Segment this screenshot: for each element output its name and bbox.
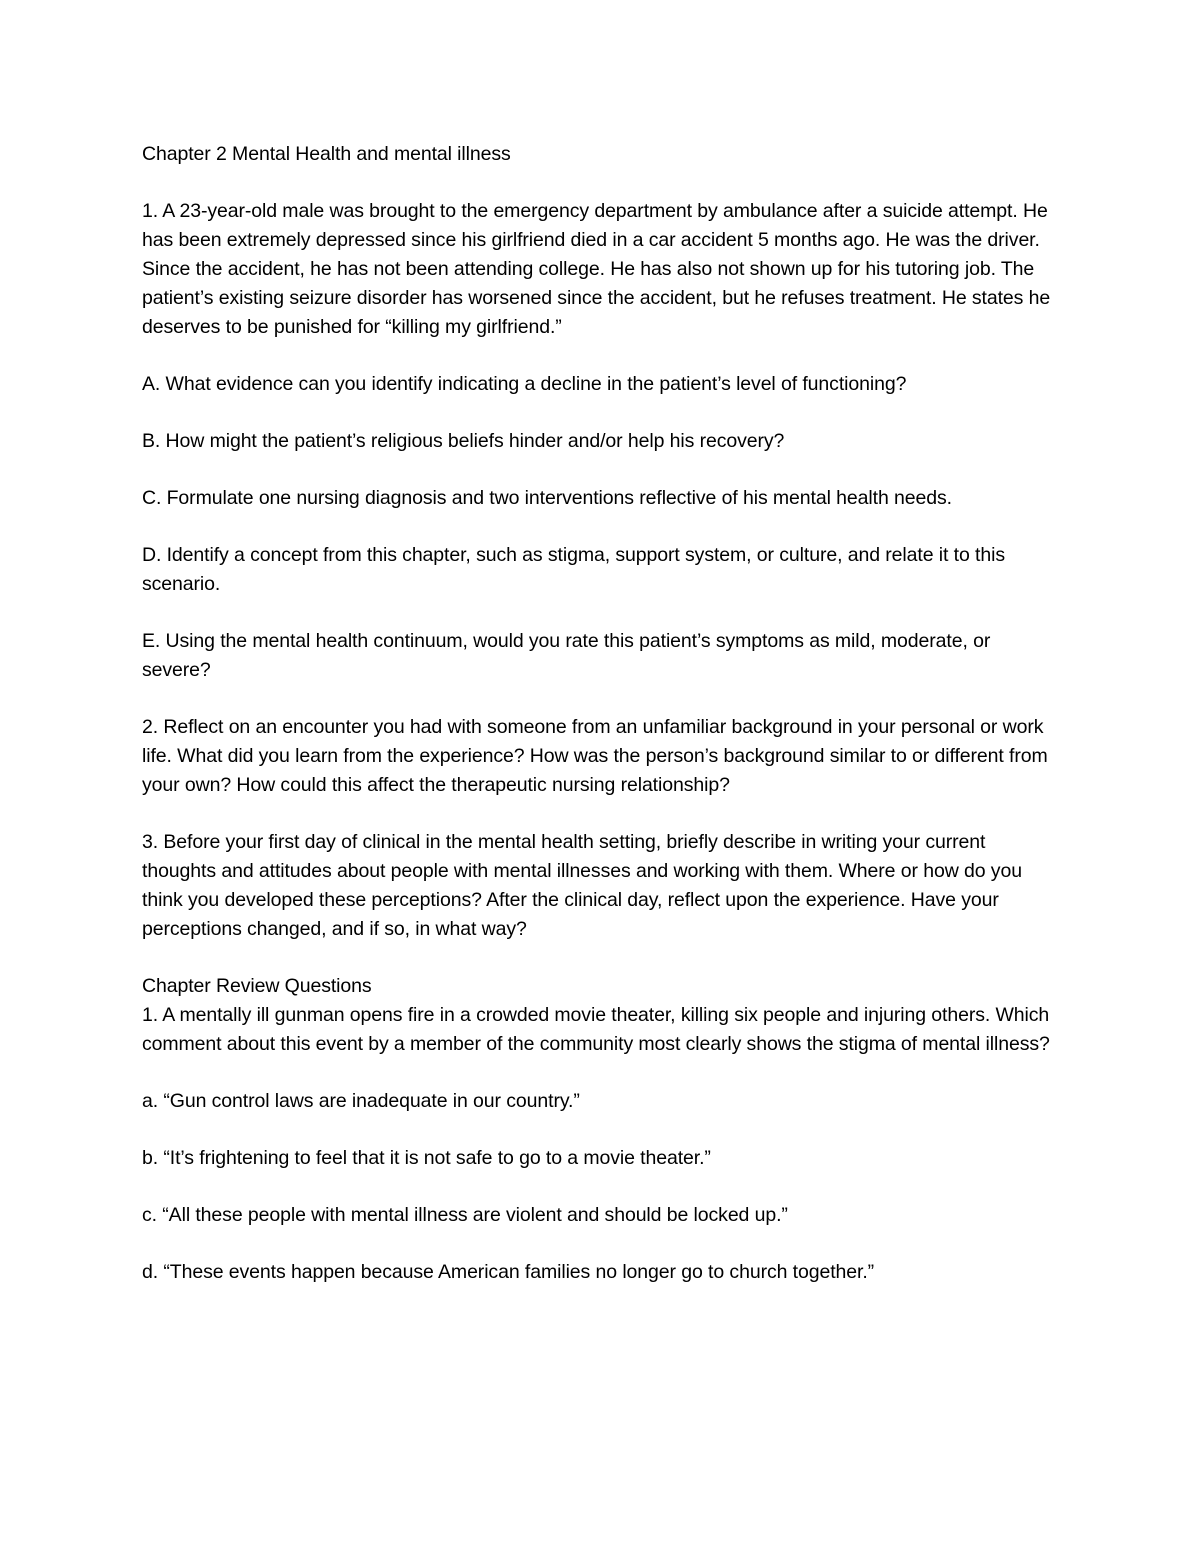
case-question-3: 3. Before your first day of clinical in the mental health setting, briefly describe in writing your current thoughts and attitudes about people with mental illnesses and working with them. Where or how do you think you developed these perceptions? After the clinical day, reflect upon the experience. Have your perceptions changed, and if so, in what way? [142,831,1022,940]
review-option-b: b. “It’s frightening to feel that it is not safe to go to a movie theater.” [142,1147,711,1169]
case-question-1e: E. Using the mental health continuum, would you rate this patient’s symptoms as mild, moderate, or severe? [142,630,991,681]
case-question-1c: C. Formulate one nursing diagnosis and two interventions reflective of his mental health needs. [142,487,952,509]
review-question-1: 1. A mentally ill gunman opens fire in a crowded movie theater, killing six people and injuring others. Which comment about this event by a member of the community most clearly shows the stigma of mental illness? [142,1004,1050,1055]
case-question-1d: D. Identify a concept from this chapter, such as stigma, support system, or culture, and relate it to this scenario. [142,544,1005,595]
document-page [142,140,1062,1315]
review-option-c: c. “All these people with mental illness are violent and should be locked up.” [142,1204,788,1226]
review-option-a: a. “Gun control laws are inadequate in our country.” [142,1090,580,1112]
case-question-2: 2. Reflect on an encounter you had with someone from an unfamiliar background in your personal or work life. What did you learn from the experience? How was the person’s background similar to or different from your own? How could this affect the therapeutic nursing relationship? [142,716,1048,796]
document-title: Chapter 2 Mental Health and mental illness [142,143,511,165]
case-question-1a: A. What evidence can you identify indicating a decline in the patient’s level of functioning? [142,373,907,395]
review-option-d: d. “These events happen because American families no longer go to church together.” [142,1261,875,1283]
review-heading: Chapter Review Questions [142,975,372,997]
case-question-1: 1. A 23-year-old male was brought to the emergency department by ambulance after a suicide attempt. He has been extremely depressed since his girlfriend died in a car accident 5 months ago. He was the driver. Since the accident, he has not been attending college. He has also not shown up for his tutoring job. The patient’s existing seizure disorder has worsened since the accident, but he refuses treatment. He states he deserves to be punished for “killing my girlfriend.” [142,200,1051,338]
case-question-1b: B. How might the patient’s religious beliefs hinder and/or help his recovery? [142,430,785,452]
